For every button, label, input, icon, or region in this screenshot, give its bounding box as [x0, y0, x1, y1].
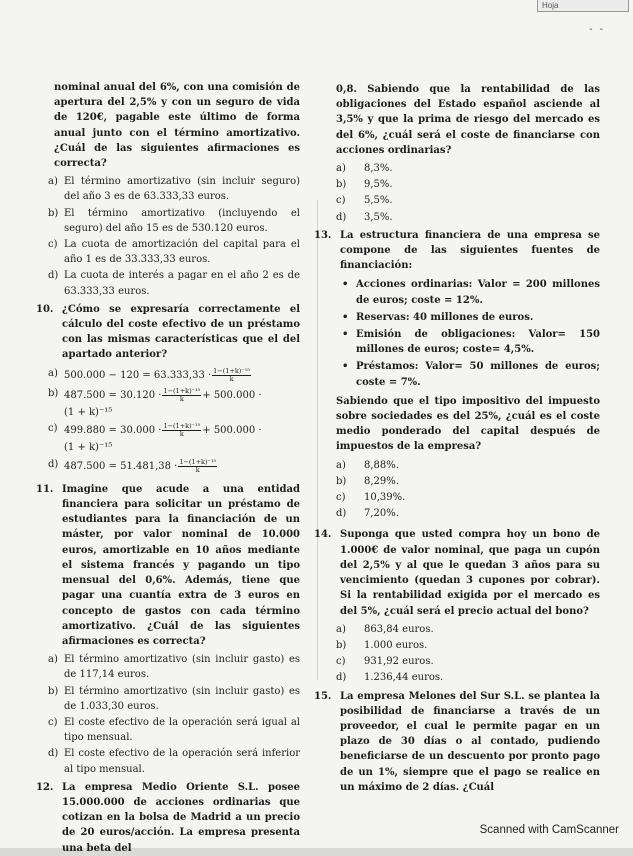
q13-options: [336, 458, 600, 522]
option-item: [36, 268, 300, 298]
option-letter: a): [48, 654, 58, 666]
left-column: [36, 80, 300, 856]
option-letter: d): [48, 458, 59, 470]
formula-rhs: + 500.000 ·: [202, 389, 262, 401]
formula-lhs: 500.000 − 120 = 63.333,33 ·: [64, 369, 212, 381]
option-text: 8,29%.: [364, 475, 399, 487]
question-10: [36, 302, 300, 363]
formula-option: [36, 457, 300, 476]
question-number: 13.: [314, 229, 332, 241]
option-text: 1.000 euros.: [364, 639, 428, 651]
formula-lhs: 499.880 = 30.000 ·: [64, 425, 162, 437]
sheet-tab: Hoja: [537, 0, 629, 12]
option-letter: d): [336, 672, 347, 684]
option-letter: d): [48, 270, 59, 282]
option-item: [36, 237, 300, 267]
option-text: El término amortizativo (sin incluir seguro) del año 3 es de 63.333,33 euros.: [64, 176, 300, 203]
option-letter: a): [336, 459, 346, 471]
question-number: 12.: [36, 781, 54, 793]
option-text: 3,5%.: [364, 211, 393, 223]
option-item: [336, 474, 600, 489]
option-text: El coste efectivo de la operación será igual al tipo mensual.: [64, 716, 300, 744]
option-text: 8,88%.: [364, 459, 399, 471]
annuity-fraction: 1−(1+k)⁻¹⁵ k: [179, 457, 217, 474]
option-item: [36, 715, 300, 745]
question-text: Suponga que usted compra hoy un bono de 1.000€ de valor nominal, que paga un cupón del 2,5% y al que le quedan 3 años para su vencimiento (quedan 3 cupones por cobrar). Si la rentabilidad exigida por el mercado es del 5%, ¿cuál será el precio actual del bono?: [340, 529, 600, 617]
source-item: • Emisión de obligaciones: Valor= 150 millones de euros; coste= 4,5%.: [342, 329, 600, 356]
annuity-fraction: 1−(1+k)⁻¹⁵ k: [213, 366, 250, 383]
option-letter: c): [336, 656, 346, 668]
option-item: [36, 684, 300, 714]
option-text: El coste efectivo de la operación será inferior al tipo mensual.: [64, 748, 300, 775]
formula-option: [36, 421, 300, 455]
source-item: • Préstamos: Valor= 50 millones de euros; coste = 7%.: [342, 361, 600, 388]
option-letter: c): [48, 239, 58, 251]
q13-sources: [342, 277, 600, 389]
option-letter: d): [336, 211, 347, 223]
question-number: 11.: [36, 483, 54, 495]
source-item: • Reservas: 40 millones de euros.: [342, 311, 534, 323]
question-text: La empresa Medio Oriente S.L. posee 15.000.000 de acciones ordinarias que cotizan en la bolsa de Madrid a un precio de 20 euros/acción. La empresa presenta una beta del: [62, 781, 300, 854]
formula-lhs: 487.500 = 51.481,38 ·: [64, 460, 178, 472]
question-14: [314, 527, 600, 618]
option-letter: b): [48, 685, 59, 697]
q12-options: [336, 161, 600, 225]
option-item: [336, 177, 600, 192]
option-text: 5,5%.: [364, 195, 393, 207]
q12-continuation: 0,8. Sabiendo que la rentabilidad de las obligaciones del Estado español asciende al 3,5% y que la prima de riesgo del mercado es del 6%, ¿cuál será el coste de financiarse con acciones ordinarias?: [336, 84, 600, 156]
option-letter: b): [336, 179, 347, 191]
formula-option: [36, 386, 300, 420]
option-text: La cuota de amortización del capital para el año 1 es de 33.333,33 euros.: [64, 239, 300, 266]
option-text: 9,5%.: [364, 179, 393, 191]
option-item: [336, 670, 600, 685]
option-item: [336, 506, 600, 521]
question-12: [36, 780, 300, 856]
option-letter: c): [336, 492, 346, 504]
question-text: ¿Cómo se expresaría correctamente el cálculo del coste efectivo de un préstamo con las mismas características que el del apartado anterior?: [62, 303, 300, 361]
option-text: 1.236,44 euros.: [364, 672, 444, 684]
option-text: El término amortizativo (sin incluir gasto) es de 1.033,30 euros.: [64, 685, 300, 712]
option-text: 8,3%.: [364, 163, 393, 175]
formula-discount: (1 + k)⁻¹⁵: [64, 442, 113, 454]
option-text: El término amortizativo (incluyendo el seguro) del año 15 es de 530.120 euros.: [64, 207, 300, 234]
option-text: 10,39%.: [364, 492, 406, 504]
option-letter: a): [336, 163, 346, 175]
option-text: La cuota de interés a pagar en el año 2 es de 63.333,33 euros.: [64, 270, 300, 297]
option-text: 931,92 euros.: [364, 656, 434, 668]
option-letter: c): [48, 716, 58, 728]
question-text: La empresa Melones del Sur S.L. se plantea la posibilidad de financiarse a través de un proveedor, el cual le permite pagar en un plazo de 30 días o al contado, pudiendo beneficiarse de un descuento por pronto pago de un 1%, siempre que el pago se realice en un máximo de 2 días. ¿Cuál: [340, 690, 600, 793]
question-13: [314, 228, 600, 274]
q9-options: [36, 174, 300, 299]
option-item: [36, 652, 300, 682]
camscanner-watermark: Scanned with CamScanner: [479, 824, 619, 836]
question-number: 14.: [314, 529, 332, 541]
option-item: [336, 622, 600, 637]
q13-tail: Sabiendo que el tipo impositivo del impuesto sobre sociedades es del 25%, ¿cuál es el coste medio ponderado del capital después de impuestos de la empresa?: [336, 395, 600, 453]
option-text: 863,84 euros.: [364, 623, 434, 635]
q10-options: [36, 366, 300, 476]
option-letter: b): [48, 387, 59, 399]
source-item: • Acciones ordinarias: Valor = 200 millones de euros; coste = 12%.: [342, 279, 600, 306]
formula-lhs: 487.500 = 30.120 ·: [64, 389, 162, 401]
question-text: Imagine que acude a una entidad financiera para solicitar un préstamo de estudiantes para la financiación de un máster, por valor nominal de 10.000 euros, amortizable en 10 años mediante el sistema francés y pagando un tipo mensual del 0,6%. Además, tiene que pagar una cuantía extra de 3 euros en concepto de gastos con cada término amortizativo. ¿Cuál de las siguientes afirmaciones es correcta?: [62, 483, 300, 647]
question-15: [314, 689, 600, 795]
option-item: [336, 161, 600, 176]
option-item: [336, 458, 600, 473]
q11-options: [36, 652, 300, 777]
option-letter: a): [48, 367, 58, 379]
question-number: 15.: [314, 690, 332, 702]
option-text: El término amortizativo (sin incluir gasto) es de 117,14 euros.: [64, 654, 300, 681]
option-letter: d): [336, 508, 347, 520]
q9-continuation: nominal anual del 6%, con una comisión de apertura del 2,5% y con un seguro de vida de 120€, pagable este último de forma anual junto con el término amortizativo. ¿Cuál de las siguientes afirmaciones es correcta?: [54, 82, 300, 170]
option-letter: a): [48, 176, 58, 188]
option-letter: c): [336, 195, 346, 207]
option-item: [336, 490, 600, 505]
option-letter: b): [48, 207, 59, 219]
option-item: [336, 210, 600, 225]
option-letter: a): [336, 623, 346, 635]
question-number: 10.: [36, 303, 54, 315]
option-text: 7,20%.: [364, 508, 399, 520]
question-11: [36, 482, 300, 649]
question-text: La estructura financiera de una empresa se compone de las siguientes fuentes de financiación:: [340, 229, 600, 272]
q14-options: [336, 622, 600, 686]
formula-rhs: + 500.000 ·: [202, 425, 262, 437]
option-letter: d): [48, 748, 59, 760]
right-column: [314, 82, 600, 795]
option-item: [36, 746, 300, 776]
option-item: [336, 638, 600, 653]
option-letter: b): [336, 639, 347, 651]
annuity-fraction: 1−(1+k)⁻¹⁵ k: [163, 386, 201, 403]
formula-discount: (1 + k)⁻¹⁵: [64, 407, 113, 419]
corner-mark: - -: [589, 24, 605, 35]
formula-option: [36, 366, 300, 385]
option-item: [36, 174, 300, 204]
option-item: [36, 206, 300, 236]
option-letter: c): [48, 423, 58, 435]
annuity-fraction: 1−(1+k)⁻¹⁵ k: [163, 422, 201, 439]
option-item: [336, 654, 600, 669]
option-letter: b): [336, 475, 347, 487]
option-item: [336, 193, 600, 208]
